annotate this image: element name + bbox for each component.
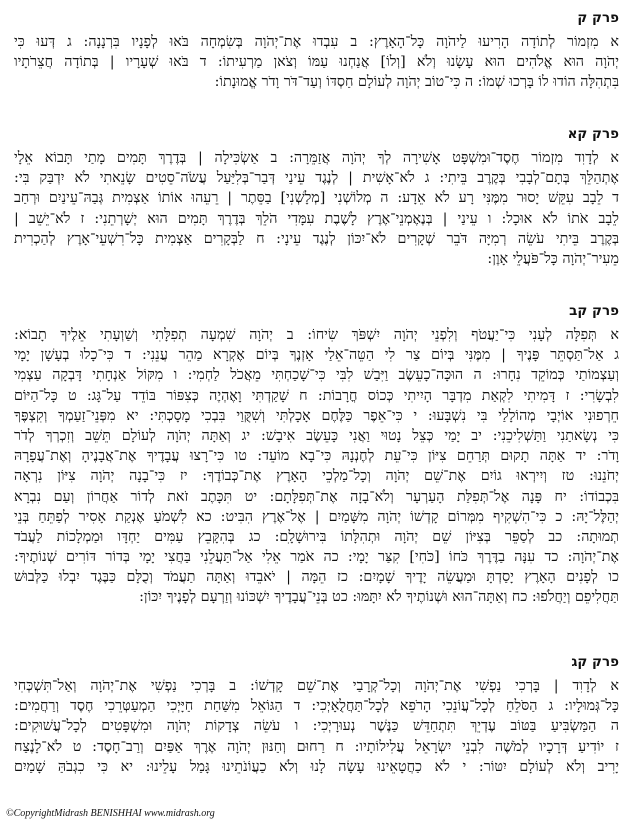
verse-line: ד לֵבָב עִקֵּשׁ יָסוּר מִמֶּנִּי רָע לֹא אֵדָע: ה מְלוֹשְׁנִי [מְלָשְׁנִי] בַסֵּתֶר | רֵעֵהוּ אוֹתוֹ אַצְמִית גְּבַהּ־עֵינַיִם וּרְחַב: [14, 190, 619, 207]
verse-line: תַּחֲלִיפֵם וְיַחֲלֹפוּ: כח וְאַתָּה־הוּא וּשְׁנוֹתֶיךָ לֹא יִתָּמּוּ: כט בְּנֵי־עֲבָדֶיךָ יִשְׁכּוֹנוּ וְזַרְעָם לְפָנֶיךָ יִכּוֹן:: [139, 589, 619, 606]
verse-line: לֵבָב אֹתוֹ לֹא אוּכָל: ו עֵינַי | בְּנֶאֶמְנֵי־אֶרֶץ לָשֶׁבֶת עִמָּדִי הֹלֵךְ בְּדֶרֶךְ תָּמִים הוּא יְשָׁרְתֵנִי: ז לֹא־יֵשֵׁב |: [14, 210, 619, 227]
verse-line: א מִזְמוֹר לְתוֹדָה הָרִיעוּ לַיהֹוָה כָּל־הָאָרֶץ: ב עִבְדוּ אֶת־יְהֹוָה בְּשִׂמְחָה בֹּאוּ לְפָנָיו בִּרְנָנָה: ג דְּעוּ כִּי: [14, 34, 619, 50]
verse-line: בִּכְבוֹדוֹ: יח פָּנָה אֶל־תְּפִלַּת הָעַרְעָר וְלֹא־בָזָה אֶת־תְּפִלָּתָם: יט תִּכָּתֶב זֹאת לְדוֹר אַחֲרוֹן וְעַם נִבְרָא: [14, 488, 619, 505]
verse-line: חֵרְפוּנִי אוֹיְבָי מְהוֹלָלַי בִּי נִשְׁבָּעוּ: י כִּי־אֵפֶר כַּלֶּחֶם אָכָלְתִּי וְשִׁקֻּוַי בִּבְכִי מָסָכְתִּי: יא מִפְּנֵי־זַעַמְךָ וְקִצְפֶּךָ: [14, 407, 619, 424]
chapter-title: פרק קא: [567, 126, 619, 142]
verse-line: יְחֹנֵנוּ: טז וְיִירְאוּ גוֹיִם אֶת־שֵׁם יְהֹוָה וְכָל־מַלְכֵי הָאָרֶץ אֶת־כְּבוֹדֶךָ: יז כִּי־בָנָה יְהֹוָה צִיּוֹן נִרְאָה: [14, 468, 619, 485]
chapter-title: פרק קג: [571, 654, 619, 670]
verse-line: יְהַלֶּל־יָהּ: כ כִּי־הִשְׁקִיף מִמְּרוֹם קָדְשׁוֹ יְהֹוָה מִשָּׁמַיִם | אֶל־אֶרֶץ הִבִּיט: כא לִשְׁמֹעַ אֶנְקַת אָסִיר לְפַתֵּחַ בְּנֵי: [14, 508, 619, 525]
verse-line: א לְדָוִד | בָּרְכִי נַפְשִׁי אֶת־יְהֹוָה וְכָל־קְרָבַי אֶת־שֵׁם קָדְשׁוֹ: ב בָּרְכִי נַפְשִׁי אֶת־יְהֹוָה וְאַל־תִּשְׁכְּחִי: [14, 678, 619, 694]
verse-line: כִּי נְשָׂאתַנִי וַתַּשְׁלִיכֵנִי: יב יָמַי כְּצֵל נָטוּי וַאֲנִי כָּעֵשֶׂב אִיבָשׁ: יג וְאַתָּה יְהֹוָה לְעוֹלָם תֵּשֵׁב וְזִכְרְךָ לְדֹר: [14, 427, 619, 444]
verse-line: וְעַצְמוֹתַי כְּמוֹקֵד נִחָרוּ: ה הוּכָּה־כָעֵשֶׂב וַיִּבַשׁ לִבִּי כִּי־שָׁכַחְתִּי מֵאֲכֹל לַחְמִי: ו מִקּוֹל אַנְחָתִי דָּבְקָה עַצְמִי: [14, 367, 619, 384]
verse-line: אֶת־יְהֹוָה: כד עִנָּה בַדֶּרֶךְ כֹּחוֹ [כֹּחִי] קִצַּר יָמָי: כה אֹמַר אֵלִי אַל־תַּעֲלֵנִי בַּחֲצִי יָמָי בְּדוֹר דּוֹרִים שְׁנוֹתֶיךָ:: [14, 549, 619, 566]
verse-line: מֵעִיר־יְהֹוָה כָּל־פֹּעֲלֵי אָוֶן:: [487, 250, 619, 267]
chapter-text: [14, 325, 619, 608]
verse-line: כָּל־גְּמוּלָיו: ג הַסֹּלֵחַ לְכָל־עֲוֹנֵכִי הָרֹפֵא לְכָל־תַּחֲלֻאָיְכִי: ד הַגּוֹאֵל מִשַּׁחַת חַיָּיְכִי הַמְעַטְּרֵכִי חֶסֶד וְרַחֲמִים:: [14, 698, 619, 715]
verse-line: בִּתְהִלָּה הוֹדוּ לוֹ בָּרְכוּ שְׁמוֹ: ה כִּי־טוֹב יְהֹוָה לְעוֹלָם חַסְדּוֹ וְעַד־דֹּר וָדֹר אֱמוּנָתוֹ:: [214, 74, 619, 91]
copyright-footer: ©CopyrightMidrash BENISHHAI www.midrash.org: [6, 808, 215, 819]
chapter-text: [14, 32, 619, 93]
verse-line: כו לְפָנִים הָאָרֶץ יָסַדְתָּ וּמַעֲשֵׂה יָדֶיךָ שָׁמָיִם: כז הֵמָּה | יֹאבֵדוּ וְאַתָּה תַעֲמֹד וְכֻלָּם כַּבֶּגֶד יִבְלוּ כַּלְּבוּשׁ: [14, 569, 619, 586]
chapter-101: [14, 126, 619, 269]
chapter-title: פרק קב: [569, 303, 619, 319]
verse-line: וָדֹר: יד אַתָּה תָקוּם תְּרַחֵם צִיּוֹן כִּי־עֵת לְחֶנְנָהּ כִּי־בָא מוֹעֵד: טו כִּי־רָצוּ עֲבָדֶיךָ אֶת־אֲבָנֶיהָ וְאֶת־עֲפָרָהּ: [14, 448, 619, 465]
verse-line: לִבְשָׂרִי: ז דָּמִיתִי לִקְאַת מִדְבָּר הָיִיתִי כְּכוֹס חֳרָבוֹת: ח שָׁקַדְתִּי וָאֶהְיֶה כְּצִפּוֹר בּוֹדֵד עַל־גָּג: ט כָּל־הַיּוֹם: [14, 387, 619, 404]
verse-line: בְּקֶרֶב בֵּיתִי עֹשֵׂה רְמִיָּה דֹּבֵר שְׁקָרִים לֹא־יִכּוֹן לְנֶגֶד עֵינָי: ח לַבְּקָרִים אַצְמִית כָּל־רִשְׁעֵי־אָרֶץ לְהַכְרִית: [14, 230, 619, 247]
verse-line: ה הַמַּשְׂבִּיעַ בַּטּוֹב עֶדְיֵךְ תִּתְחַדֵּשׁ כַּנֶּשֶׁר נְעוּרָיְכִי: ו עֹשֵׂה צְדָקוֹת יְהֹוָה וּמִשְׁפָּטִים לְכָל־עֲשׁוּקִים:: [14, 718, 619, 735]
verse-line: יָרִיב וְלֹא לְעוֹלָם יִטּוֹר: י לֹא כַחֲטָאֵינוּ עָשָׂה לָנוּ וְלֹא כַעֲוֹנֹתֵינוּ גָּמַל עָלֵינוּ: יא כִּי כִגְבֹהַּ שָׁמַיִם: [14, 758, 619, 775]
verse-line: אֶתְהַלֵּךְ בְּתָם־לְבָבִי בְּקֶרֶב בֵּיתִי: ג לֹא־אָשִׁית | לְנֶגֶד עֵינַי דְּבַר־בְּלִיַּעַל עֲשֹׂה־סֵטִים שָׂנֵאתִי לֹא יִדְבַּק בִּי:: [14, 170, 619, 187]
chapter-title: פרק ק: [577, 10, 619, 26]
verse-line: א לְדָוִד מִזְמוֹר חֶסֶד־וּמִשְׁפָּט אָשִׁירָה לְךָ יְהֹוָה אֲזַמֵּרָה: ב אַשְׂכִּילָה | בְּדֶרֶךְ תָּמִים מָתַי תָּבוֹא אֵלָי: [14, 150, 619, 166]
verse-line: יְהֹוָה הוּא אֱלֹהִים הוּא עָשָׂנוּ וְלֹא [וְלוֹ] אֲנַחְנוּ עַמּוֹ וְצֹאן מַרְעִיתוֹ: ד בֹּאוּ שְׁעָרָיו | בְּתוֹדָה חֲצֵרֹתָיו: [14, 54, 619, 71]
chapter-100: [14, 10, 619, 93]
chapter-102: [14, 303, 619, 608]
verse-line: תְמוּתָה: כב לְסַפֵּר בְּצִיּוֹן שֵׁם יְהֹוָה וּתְהִלָּתוֹ בִּירוּשָׁלָ‍ִם: כג בְּהִקָּבֵץ עַמִּים יַחְדָּו וּמַמְלָכוֹת לַעֲבֹד: [14, 528, 619, 545]
verse-line: ז יוֹדִיעַ דְּרָכָיו לְמֹשֶׁה לִבְנֵי יִשְׂרָאֵל עֲלִילוֹתָיו: ח רַחוּם וְחַנּוּן יְהֹוָה אֶרֶךְ אַפַּיִם וְרַב־חָסֶד: ט לֹא־לָנֶצַח: [14, 738, 619, 755]
chapter-103: [14, 654, 619, 777]
verse-line: ג אַל־תַּסְתֵּר פָּנֶיךָ | מִמֶּנִּי בְּיוֹם צַר לִי הַטֵּה־אֵלַי אָזְנֶךָ בְּיוֹם אֶקְרָא מַהֵר עֲנֵנִי: ד כִּי־כָלוּ בְעָשָׁן יָמָי: [14, 347, 619, 364]
chapter-text: [14, 676, 619, 777]
chapter-text: [14, 148, 619, 269]
verse-line: א תְּפִלָּה לְעָנִי כִּי־יַעֲטֹף וְלִפְנֵי יְהֹוָה יִשְׁפֹּךְ שִׂיחוֹ: ב יְהֹוָה שִׁמְעָה תְפִלָּתִי וְשַׁוְעָתִי אֵלֶיךָ תָבוֹא:: [14, 327, 619, 343]
